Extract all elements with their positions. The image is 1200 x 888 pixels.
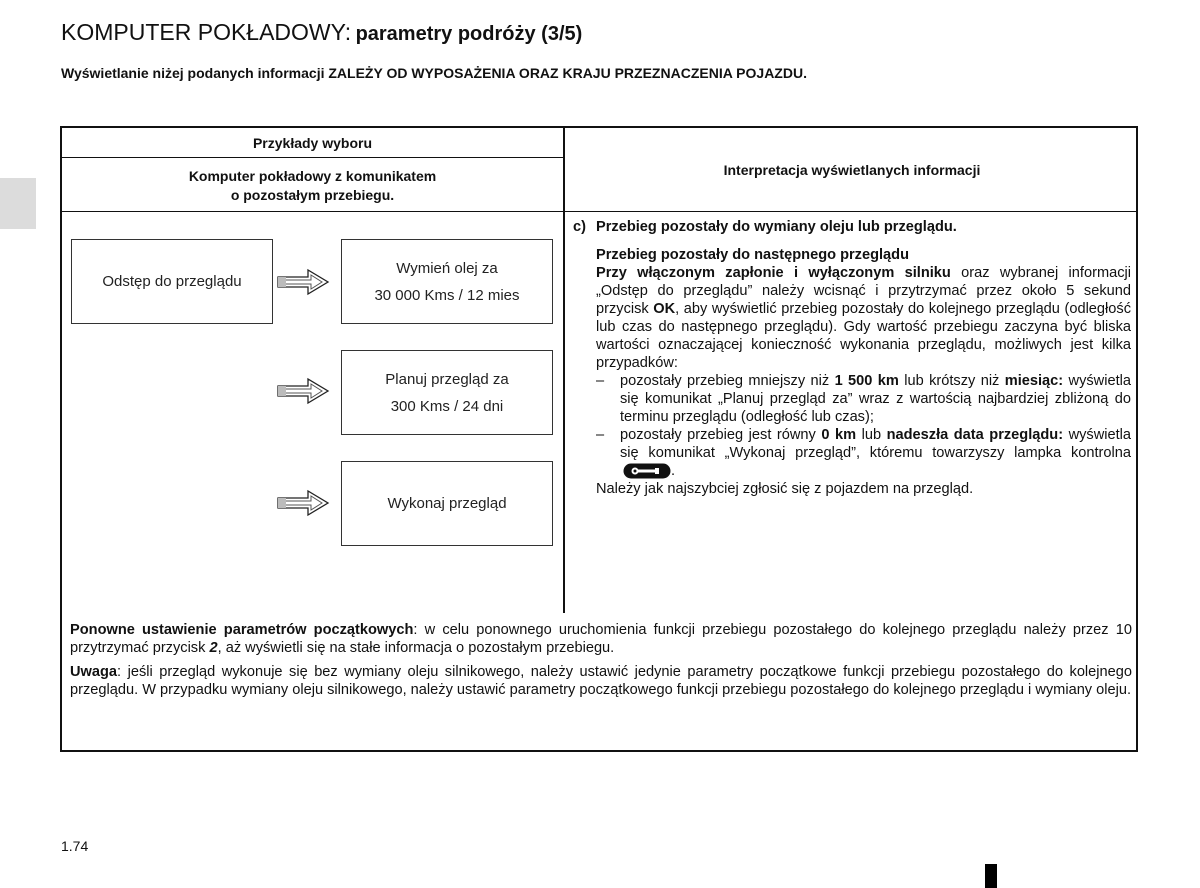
double-outline-arrow-icon	[276, 377, 332, 405]
page-title	[61, 19, 582, 46]
corner-mark	[985, 864, 997, 888]
table-header-divider	[61, 157, 564, 158]
table-body-divider	[61, 211, 1138, 212]
title-main: KOMPUTER POKŁADOWY:	[61, 19, 352, 45]
section-c-heading: c) Przebieg pozostały do wymiany oleju lub przeglądu.	[573, 219, 957, 235]
display-text: Odstęp do przeglądu	[102, 273, 242, 290]
table-column-divider	[563, 126, 565, 613]
list-item: – pozostały przebieg jest równy 0 km lub nadeszła data przeglądu: wyświetla się komunikat „Wykonaj przegląd”, któremu towarzyszy lampka kontrolna .	[596, 427, 1132, 479]
table-header-examples: Przykłady wyboru	[252, 135, 373, 151]
paragraph-instructions: Przy włączonym zapłonie i wyłączonym silniku oraz wybranej informacji „Odstęp do przeglądu” należy wcisnąć i przytrzymać przez około 5 sekund przycisk OK, aby wyświetlić przebieg pozostały do kolejnego przeglądu (odległość lub czas do następnego przeglądu). Gdy wartość przebiegu zaczyna być bliska wartości oznaczającej konieczność wykonania przeglądu, możliwych jest kilka przypadków:	[596, 265, 1131, 371]
page-subtitle: Wyświetlanie niżej podanych informacji ZALEŻY OD WYPOSAŻENIA ORAZ KRAJU PRZEZNACZENIA POJAZDU.	[61, 65, 807, 81]
service-wrench-icon	[623, 463, 671, 479]
display-box-plan-service: Planuj przegląd za 300 Kms / 24 dni	[341, 350, 553, 435]
double-outline-arrow-icon	[276, 489, 332, 517]
table-subheader-computer: Komputer pokładowy z komunikatem o pozostałym przebiegu.	[188, 168, 437, 203]
subsection-heading: Przebieg pozostały do następnego przeglądu	[596, 247, 909, 263]
final-instruction: Należy jak najszybciej zgłosić się z pojazdem na przegląd.	[596, 481, 974, 497]
chapter-side-tab	[0, 178, 36, 229]
table-header-interpretation: Interpretacja wyświetlanych informacji	[723, 162, 981, 178]
display-box-service-interval	[71, 239, 273, 324]
notes-section	[70, 621, 1132, 699]
list-item: – pozostały przebieg mniejszy niż 1 500 km lub krótszy niż miesiąc: wyświetla się komunikat „Planuj przegląd za” wraz z wartością najbardziej zbliżoną do terminu przeglądu (odległość lub czas);	[596, 373, 1131, 425]
double-outline-arrow-icon	[276, 268, 332, 296]
display-box-do-service: Wykonaj przegląd	[341, 461, 553, 546]
interpretation-text	[573, 218, 1131, 498]
page-number: 1.74	[61, 838, 89, 854]
display-box-oil-change: Wymień olej za 30 000 Kms / 12 mies	[341, 239, 553, 324]
reset-note: Ponowne ustawienie parametrów początkowych: w celu ponownego uruchomienia funkcji przebiegu pozostałego do kolejnego przeglądu należy przez 10 przytrzymać przycisk 2, aż wyświetli się na stałe informacja o pozostałym przebiegu.	[70, 622, 1132, 656]
title-sub: parametry podróży (3/5)	[355, 23, 583, 45]
remark-note: Uwaga: jeśli przegląd wykonuje się bez wymiany oleju silnikowego, należy ustawić jedynie parametry początkowe funkcji przebiegu pozostałego do kolejnego przeglądu. W przypadku wymiany oleju silnikowego, należy ustawić parametry początkowego funkcji przebiegu pozostałego do kolejnego przeglądu i wymiany oleju.	[70, 664, 1132, 698]
